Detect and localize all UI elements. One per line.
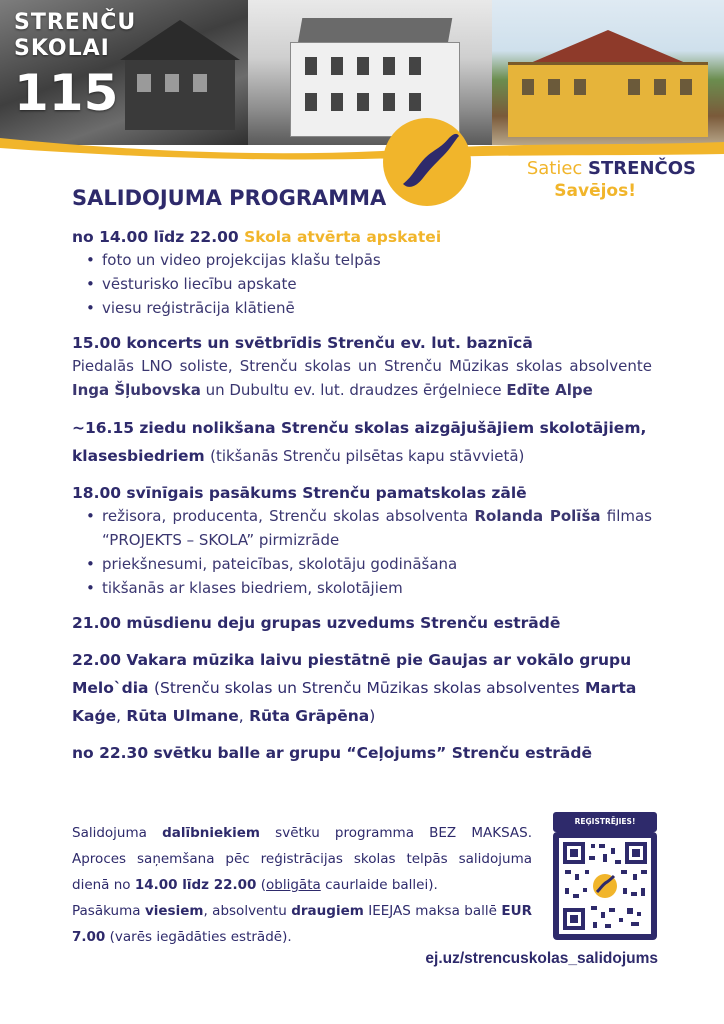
tagline-part-2: STRENČOS [588, 158, 696, 179]
closing-paren: ) [369, 707, 376, 725]
person-name: Rūta Ulmane [126, 707, 239, 725]
text-bold: draugiem [291, 903, 364, 919]
window [409, 57, 421, 75]
text-part: IEEJAS maksa ballē [368, 903, 497, 919]
qr-code-image [559, 838, 651, 934]
text-part: Pasākuma [72, 903, 141, 919]
section-open-school [72, 226, 652, 320]
section-heading: no 22.30 svētku balle ar grupu “Ceļojums” Strenču estrādē [72, 744, 592, 762]
section-heading [72, 226, 652, 248]
modern-school-photo [492, 0, 724, 145]
text-bold: dalībniekiem [162, 825, 260, 841]
section-concert [72, 332, 652, 402]
program-title: SALIDOJUMA PROGRAMMA [72, 186, 387, 210]
section-ceremony [72, 482, 652, 600]
window [137, 74, 151, 92]
building-roof [508, 30, 708, 64]
text-part: svētku programma BEZ MAKSAS. Aproces saņemšana pēc reģistrācijas skolas telpās salidojuma dienā no [72, 825, 532, 893]
text-bold: 14.00 līdz 22.00 [134, 877, 257, 893]
text-part: un Dubultu ev. lut. draudzes ērģelniece [205, 381, 502, 399]
building-roof [120, 20, 240, 60]
person-name: Rolanda Polīša [474, 507, 601, 525]
section-dance [72, 612, 652, 634]
window [522, 79, 534, 95]
text-bold: viesiem [144, 903, 204, 919]
section-heading [72, 646, 652, 730]
window [357, 57, 369, 75]
registration-url-link[interactable]: ej.uz/strencuskolas_salidojums [425, 950, 658, 967]
section-ball [72, 742, 652, 764]
section-heading: 15.00 koncerts un svētbrīdis Strenču ev. lut. baznīcā [72, 334, 533, 352]
window [193, 74, 207, 92]
text-part: , absolventu [203, 903, 287, 919]
section-heading: 21.00 mūsdienu deju grupas uzvedums Strenču estrādē [72, 614, 561, 632]
list-item [86, 504, 652, 552]
window [654, 79, 666, 95]
person-name: Rūta Grāpēna [249, 707, 370, 725]
section-heading: 18.00 svīnīgais pasākums Strenču pamatskolas zālē [72, 484, 527, 502]
building-house [508, 62, 708, 137]
brand-line-2: SKOLAI [14, 36, 110, 61]
list-item: • viesu reģistrācija klātienē [86, 296, 652, 320]
list-item: • priekšnesumi, pateicības, skolotāju godināšana [86, 552, 652, 576]
highlight: Skola atvērta apskatei [244, 228, 442, 246]
window [305, 93, 317, 111]
bullet-list [86, 248, 652, 320]
text-underline: obligāta [266, 877, 321, 893]
person-name: Edīte Alpe [506, 381, 593, 399]
window [680, 79, 692, 95]
brand-title [14, 10, 136, 62]
program-content [72, 184, 652, 776]
text-bold: EUR 7.00 [72, 903, 532, 945]
time: no 14.00 līdz 22.00 [72, 228, 239, 246]
brand-number: 115 [14, 64, 119, 122]
person-name: Marta Kaģe [72, 679, 637, 725]
window [305, 57, 317, 75]
building-roof [298, 18, 453, 44]
section-flowers [72, 414, 652, 470]
text-part: (Strenču skolas un Strenču Mūzikas skolas absolventes [153, 679, 580, 697]
register-badge[interactable]: REĢISTRĒJIES! [553, 812, 657, 832]
window [548, 79, 560, 95]
separator: , [238, 707, 244, 725]
text-part: (varēs iegādāties estrādē). [109, 929, 292, 945]
text-part: Salidojuma [72, 825, 147, 841]
person-name: Inga Šļubovska [72, 381, 201, 399]
qr-pattern-icon [559, 838, 651, 934]
window [383, 57, 395, 75]
window [331, 57, 343, 75]
brand-line-1: STRENČU [14, 10, 137, 35]
text-part: ( [260, 877, 267, 893]
window [383, 93, 395, 111]
text-part: caurlaide ballei). [325, 877, 438, 893]
window [357, 93, 369, 111]
heading-text: ~16.15 ziedu nolikšana Strenču skolas aizgājušājiem skolotājiem, klasesbiedriem [72, 419, 647, 465]
window [409, 93, 421, 111]
text-part: filmas “PROJEKTS – SKOLA” pirmizrāde [102, 507, 652, 549]
section-text [72, 354, 652, 402]
footer-note [72, 820, 532, 950]
header-banner [0, 0, 724, 160]
building-house [125, 60, 235, 130]
window [165, 74, 179, 92]
heading-text: 22.00 Vakara mūzika laivu piestātnē pie Gaujas ar vokālo grupu Melo`dia [72, 651, 632, 697]
bullet-list [86, 504, 652, 600]
window [628, 79, 640, 95]
tagline-part-3: Savējos! [554, 181, 636, 201]
window [331, 93, 343, 111]
heading-note: (tikšanās Strenču pilsētas kapu stāvvietā) [210, 447, 525, 465]
section-evening-music [72, 646, 652, 730]
window [574, 79, 586, 95]
list-item: • foto un video projekcijas klašu telpās [86, 248, 652, 272]
list-item: • tikšanās ar klases biedriem, skolotājiem [86, 576, 652, 600]
tagline-part-1: Satiec [526, 158, 583, 179]
list-item: • vēsturisko liecību apskate [86, 272, 652, 296]
section-heading [72, 414, 652, 470]
separator: , [116, 707, 122, 725]
yellow-wave-decoration [0, 128, 724, 160]
registration-qr-code[interactable] [553, 832, 657, 940]
text-part: režisora, producenta, Strenču skolas absolventa [102, 507, 469, 525]
text-part: Piedalās LNO soliste, Strenču skolas un Strenču Mūzikas skolas absolvente [72, 357, 652, 375]
